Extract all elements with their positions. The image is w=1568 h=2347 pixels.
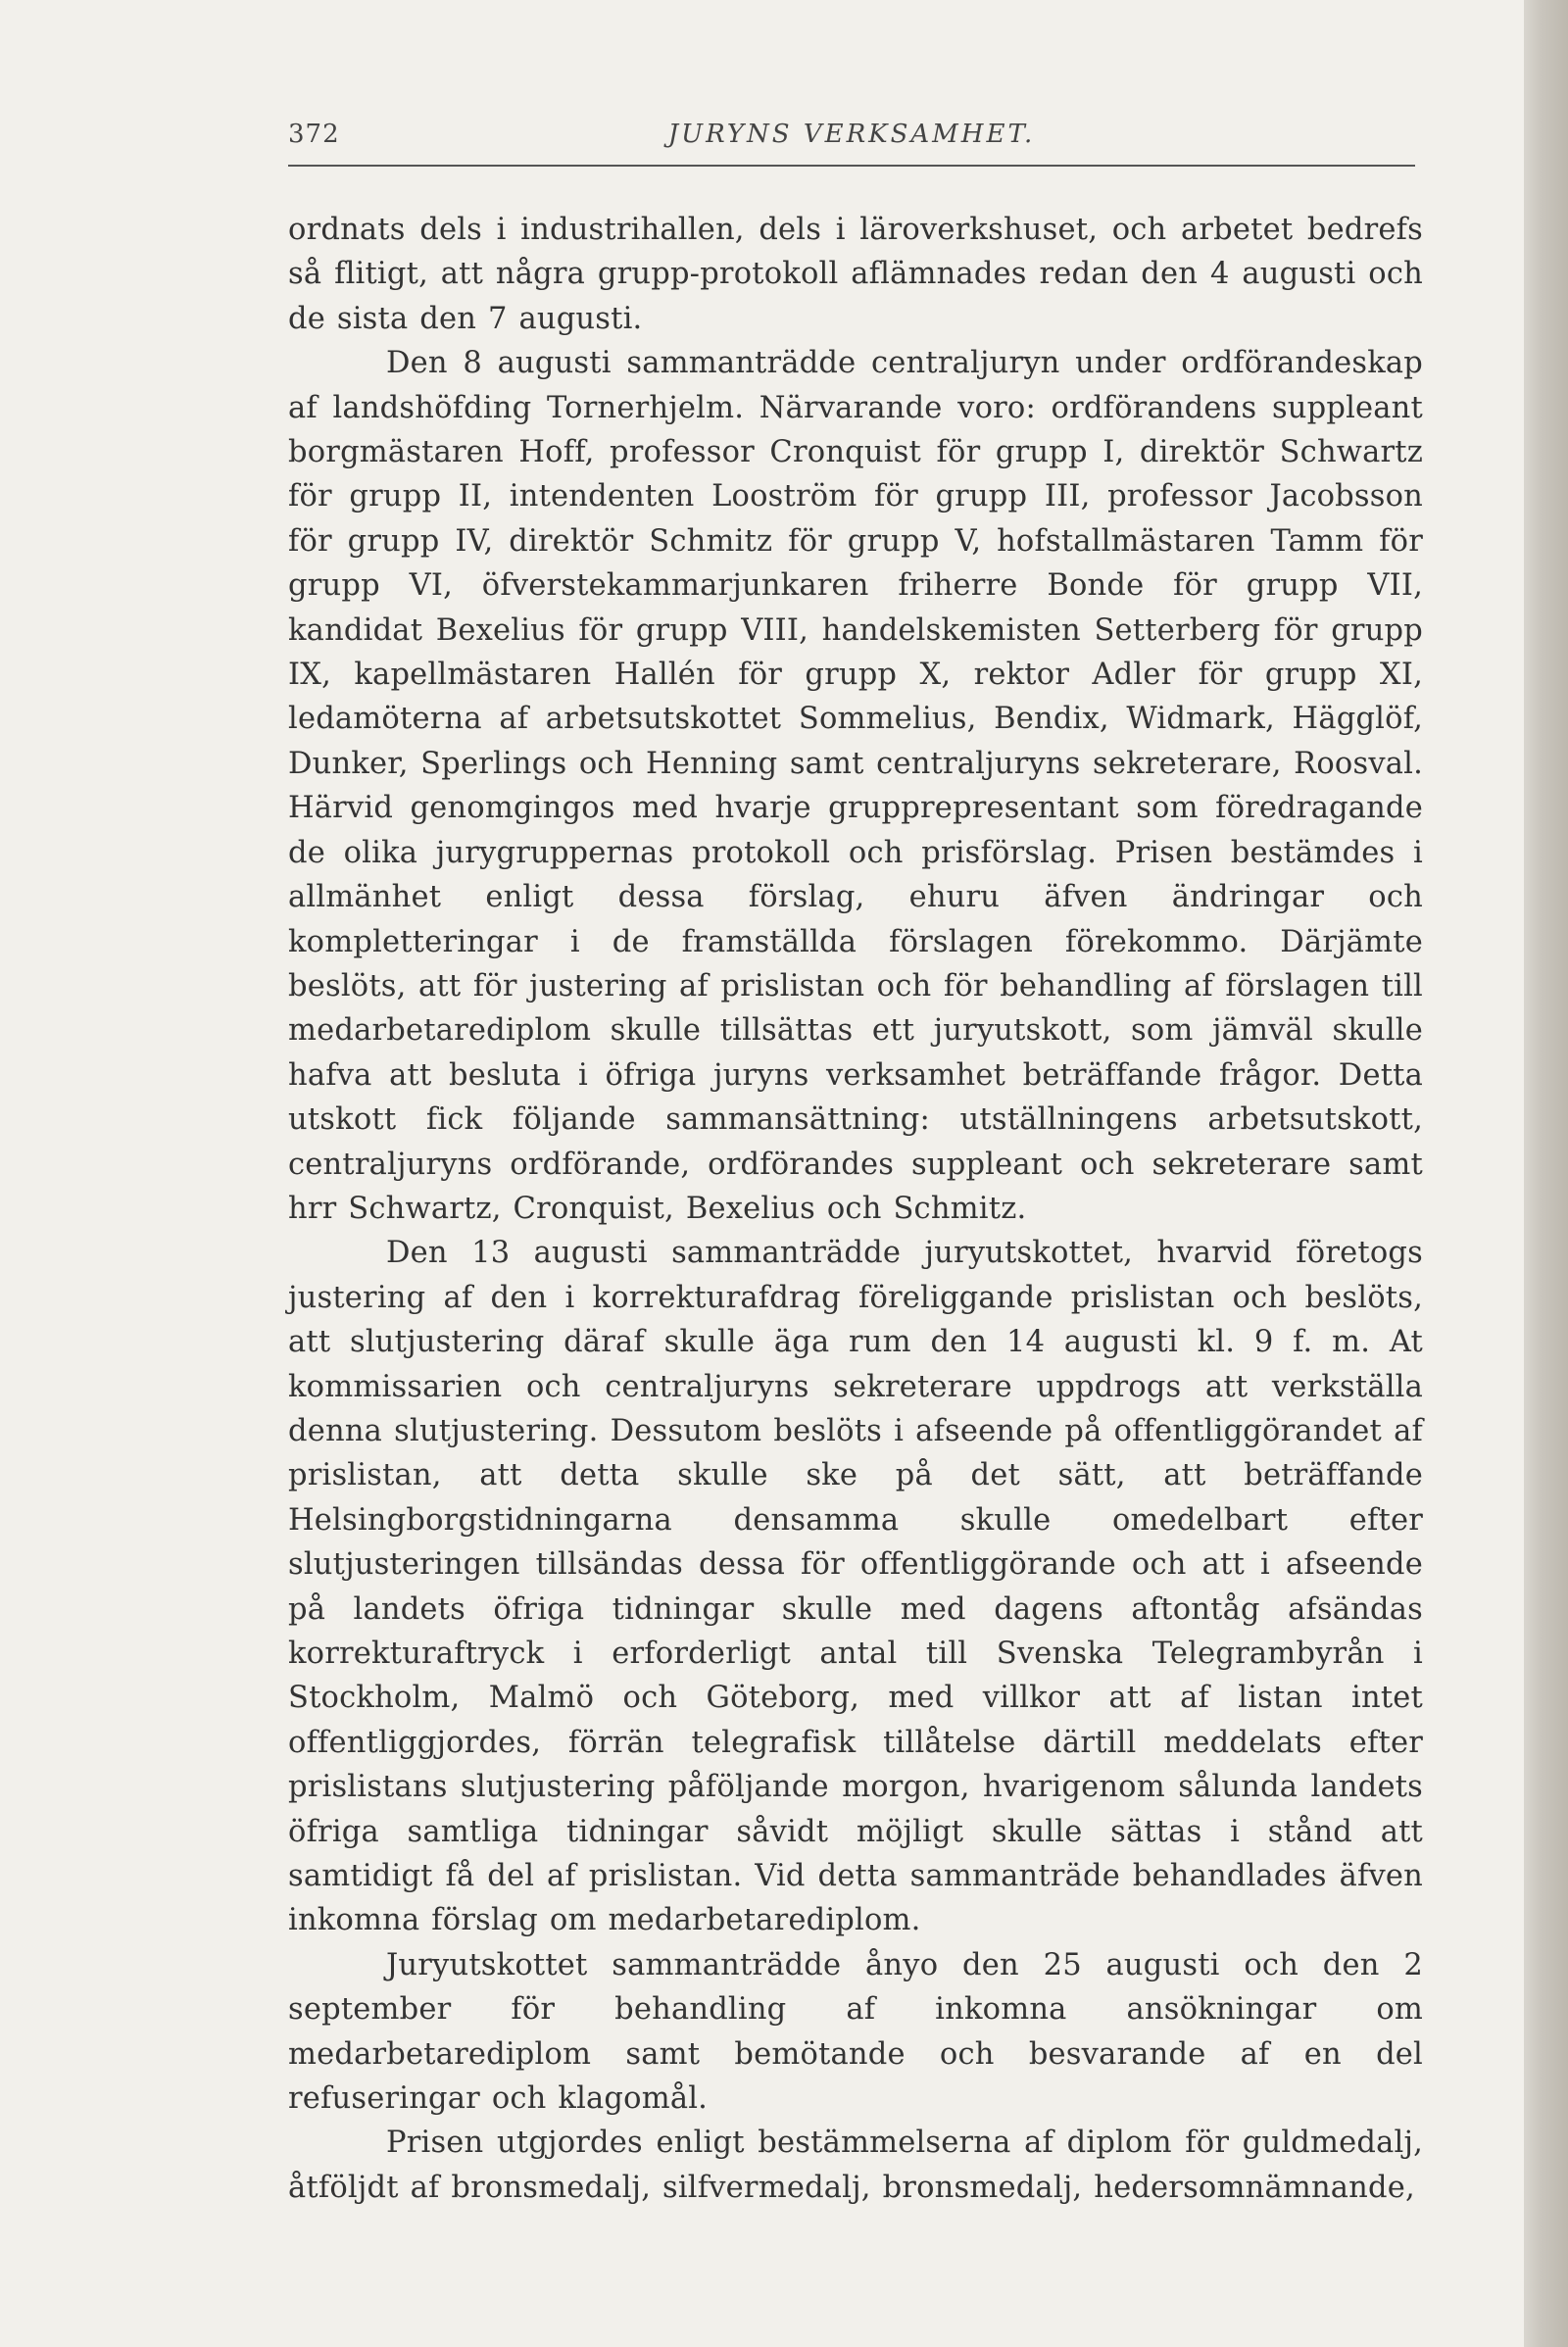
body-text — [288, 208, 1423, 2210]
running-head: JURYNS VERKSAMHET. — [667, 120, 1036, 149]
paragraph: Prisen utgjordes enligt bestämmelserna af diplom för guldmedalj, åtföljdt af bronsmedalj, silfvermedalj, bronsmedalj, hedersomnämnande, — [288, 2126, 1423, 2205]
page-header — [288, 116, 1415, 167]
paragraph: ordnats dels i industrihallen, dels i läroverkshuset, och arbetet bedrefs så flitigt, att några grupp-protokoll aflämnades redan den 4 augusti och de sista den 7 augusti. — [288, 213, 1423, 336]
paragraph: Den 8 augusti sammanträdde centraljuryn under ordförandeskap af landshöfding Tornerhjelm. Närvarande voro: ordförandens suppleant borgmästaren Hoff, professor Cronquist för grupp I, direktör Schwartz för grupp II, intendenten Looström för grupp III, professor Jacobsson för grupp IV, direktör Schmitz för grupp V, hofstallmästaren Tamm för grupp VI, öfverstekammarjunkaren friherre Bonde för grupp VII, kandidat Bexelius för grupp VIII, handelskemisten Setterberg för grupp IX, kapellmästaren Hallén för grupp X, rektor Adler för grupp XI, ledamöterna af arbetsutskottet Sommelius, Bendix, Widmark, Hägglöf, Dunker, Sperlings och Henning samt centraljuryns sekreterare, Roosval. Härvid genomgingos med hvarje grupprepresentant som föredragande de olika jurygruppernas protokoll och prisförslag. Prisen bestämdes i allmänhet enligt dessa förslag, ehuru äfven ändringar och kompletteringar i de framställda förslagen förekommo. Därjämte beslöts, att för justering af prislistan och för behandling af förslagen till medarbetarediplom skulle tillsättas ett juryutskott, som jämväl skulle hafva att besluta i öfriga juryns verksamhet beträffande frågor. Detta utskott fick följande sammansättning: utställningens arbetsutskott, centraljuryns ordförande, ordförandes suppleant och sekreterare samt hrr Schwartz, Cronquist, Bexelius och Schmitz. — [288, 346, 1423, 1226]
page-edge-shadow — [1524, 0, 1568, 2347]
paragraph: Den 13 augusti sammanträdde juryutskottet, hvarvid företogs justering af den i korrekturafdrag föreliggande prislistan och beslöts, att slutjustering däraf skulle äga rum den 14 augusti kl. 9 f. m. At kommissarien och centraljuryns sekreterare uppdrogs att verkställa denna slutjustering. Dessutom beslöts i afseende på offentliggörandet af prislistan, att detta skulle ske på det sätt, att beträffande Helsingborgstidningarna densamma skulle omedelbart efter slutjusteringen tillsändas dessa för offentliggörande och att i afseende på landets öfriga tidningar skulle med dagens aftontåg afsändas korrekturaftryck i erforderligt antal till Svenska Telegrambyrån i Stockholm, Malmö och Göteborg, med villkor att af listan intet offentliggjordes, förrän telegrafisk tillåtelse därtill meddelats efter prislistans slutjustering påföljande morgon, hvarigenom sålunda landets öfriga samtliga tidningar såvidt möjligt skulle sättas i stånd att samtidigt få del af prislistan. Vid detta sammanträde behandlades äfven inkomna förslag om medarbetarediplom. — [288, 1236, 1423, 1938]
paragraph: Juryutskottet sammanträdde ånyo den 25 augusti och den 2 september för behandling af inkomna ansökningar om medarbetarediplom samt bemötande och besvarande af en del refuseringar och klagomål. — [288, 1947, 1423, 2117]
page-number: 372 — [288, 120, 340, 149]
